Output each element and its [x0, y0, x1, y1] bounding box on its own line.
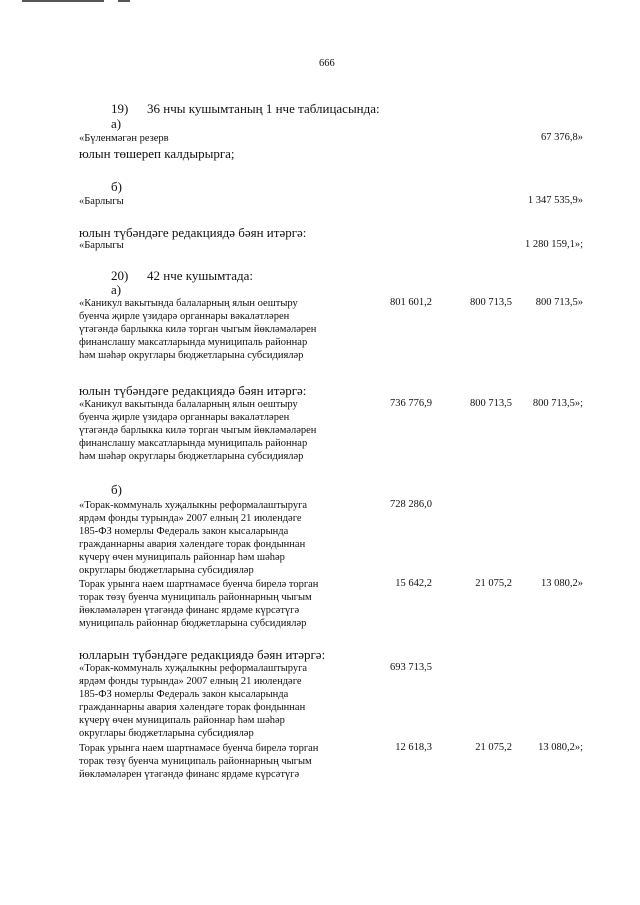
- text-line: күчерү өчен муниципаль районнар һәм шәһәр: [79, 552, 285, 563]
- value-cell: 21 075,2: [475, 578, 512, 589]
- value-cell: 801 601,2: [390, 297, 432, 308]
- s20-b-old2-text: [79, 578, 361, 630]
- s20-a-label: а): [111, 282, 122, 297]
- text-line: йөкләмәләрен үтәгәндә финанс ярдәме күрсәтүгә: [79, 769, 300, 780]
- s19-heading-num: 19): [111, 101, 129, 116]
- s19-a-row-value: 67 376,8»: [541, 132, 583, 143]
- text-line: финанслашу максатларында муниципаль районнар: [79, 337, 308, 348]
- s19-b-label: б): [111, 179, 122, 194]
- text-line: күчерү өчен муниципаль районнар һәм шәһәр: [79, 715, 285, 726]
- text-line: округлары бюджетларына субсидияләр: [79, 565, 254, 576]
- value-cell: 12 618,3: [395, 742, 432, 753]
- s19-b-row-value: 1 347 535,9»: [527, 195, 583, 206]
- s20-b-label: б): [111, 482, 122, 497]
- text-line: ярдәм фонды турында» 2007 елның 21 июлендәге: [79, 676, 302, 687]
- s19-b-instruction: юлын түбәндәге редакциядә бәян итәргә:: [79, 225, 307, 240]
- value-cell: 800 713,5: [470, 398, 512, 409]
- value-cell: 693 713,5: [390, 662, 432, 673]
- text-line: һәм шәһәр округлары бюджетларына субсидияләр: [79, 350, 304, 361]
- value-cell: 800 713,5»;: [532, 398, 583, 409]
- text-line: округлары бюджетларына субсидияләр: [79, 728, 254, 739]
- s19-a-instruction: юлын төшереп калдырырга;: [79, 146, 235, 161]
- text-line: торак төзү буенча муниципаль районнарның чыгым: [79, 756, 312, 767]
- top-rule-left: [22, 0, 104, 2]
- s20-a-new-text: [79, 398, 361, 463]
- value-cell: 728 286,0: [390, 499, 432, 510]
- text-line: Торак урынга наем шартнамәсе буенча бирелә торган: [79, 579, 319, 590]
- value-cell: 15 642,2: [395, 578, 432, 589]
- text-line: үтәгәндә барлыкка килә торган чыгым йөкләмәләрен: [79, 324, 317, 335]
- text-line: «Каникул вакытында балаларның ялын оештыру: [79, 399, 298, 410]
- s19-a-row-label: «Бүленмәгән резерв: [79, 133, 169, 144]
- s19-heading-text: 36 нчы кушымтаның 1 нче таблицасында:: [147, 101, 380, 116]
- text-line: үтәгәндә барлыкка килә торган чыгым йөкләмәләрен: [79, 425, 317, 436]
- value-cell: 13 080,2»: [541, 578, 583, 589]
- text-line: финанслашу максатларында муниципаль районнар: [79, 438, 308, 449]
- s20-b-new1-text: [79, 662, 361, 740]
- s19-b-new-value: 1 280 159,1»;: [524, 239, 583, 250]
- text-line: буенча җирле үзидарә органнары вәкаләтләрен: [79, 311, 290, 322]
- s20-b-new2-text: [79, 742, 361, 781]
- text-line: йөкләмәләрен үтәгәндә финанс ярдәме күрсәтүгә: [79, 605, 300, 616]
- s20-b-instruction: юлларын түбәндәге редакциядә бәян итәргә:: [79, 647, 326, 662]
- text-line: ярдәм фонды турында» 2007 елның 21 июлендәге: [79, 513, 302, 524]
- text-line: 185-ФЗ номерлы Федераль закон кысаларында: [79, 689, 289, 700]
- s20-a-instruction: юлын түбәндәге редакциядә бәян итәргә:: [79, 383, 307, 398]
- s19-b-new-label: «Барлыгы: [79, 240, 124, 251]
- text-line: торак төзү буенча муниципаль районнарның чыгым: [79, 592, 312, 603]
- s20-a-old-text: [79, 297, 361, 362]
- text-line: «Торак-коммуналь хуҗалыкны реформалаштыруга: [79, 500, 308, 511]
- value-cell: 13 080,2»;: [538, 742, 583, 753]
- s20-b-old1-text: [79, 499, 361, 577]
- text-line: һәм шәһәр округлары бюджетларына субсидияләр: [79, 451, 304, 462]
- value-cell: 21 075,2: [475, 742, 512, 753]
- text-line: гражданнарны авария хәлендәге торак фондыннан: [79, 539, 306, 550]
- s19-a-label: а): [111, 116, 122, 131]
- text-line: гражданнарны авария хәлендәге торак фондыннан: [79, 702, 306, 713]
- text-line: муниципаль районнар бюджетларына субсидияләр: [79, 618, 307, 629]
- value-cell: 800 713,5»: [535, 297, 583, 308]
- text-line: «Торак-коммуналь хуҗалыкны реформалаштыруга: [79, 663, 308, 674]
- s20-heading-num: 20): [111, 268, 129, 283]
- text-line: Торак урынга наем шартнамәсе буенча бирелә торган: [79, 743, 319, 754]
- s20-heading-text: 42 нче кушымтада:: [147, 268, 253, 283]
- value-cell: 736 776,9: [390, 398, 432, 409]
- text-line: буенча җирле үзидарә органнары вәкаләтләрен: [79, 412, 290, 423]
- top-rule-right: [118, 0, 130, 2]
- value-cell: 800 713,5: [470, 297, 512, 308]
- s19-b-row-label: «Барлыгы: [79, 196, 124, 207]
- text-line: 185-ФЗ номерлы Федераль закон кысаларында: [79, 526, 289, 537]
- page-number: 666: [319, 58, 335, 69]
- text-line: «Каникул вакытында балаларның ялын оештыру: [79, 298, 298, 309]
